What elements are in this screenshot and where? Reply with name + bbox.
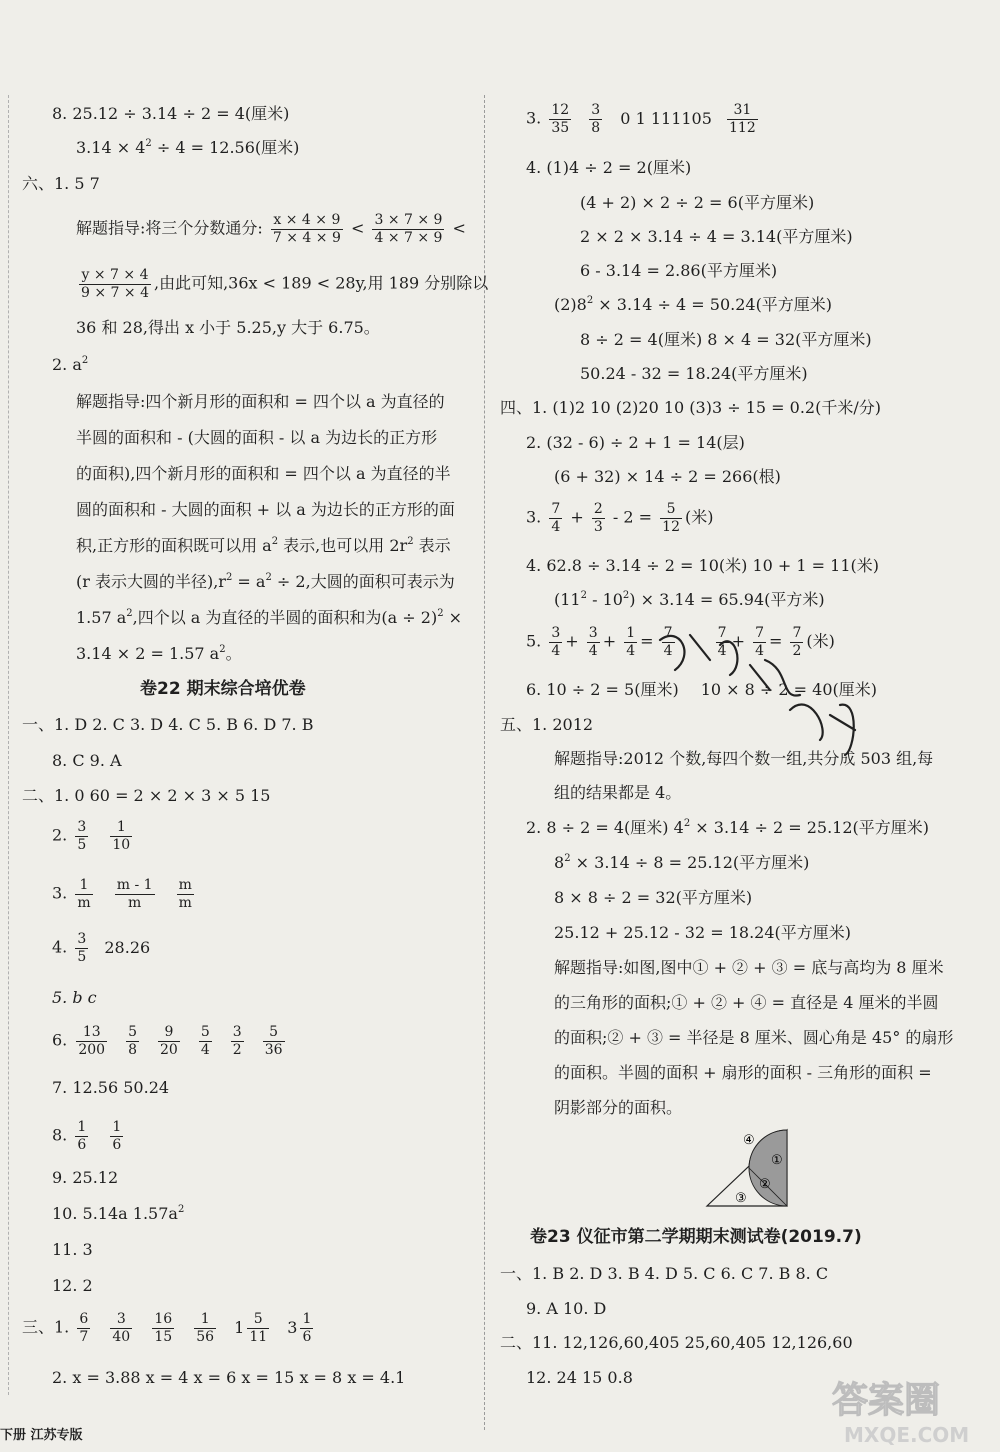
answer-line: 的面积),四个新月形的面积和 = 四个以 a 为直径的半 <box>76 464 451 483</box>
label-2: ② <box>759 1177 771 1192</box>
handwritten-scribble <box>650 620 870 760</box>
answer-line: 的三角形的面积;① + ② + ④ = 直径是 4 厘米的半圆 <box>554 993 939 1012</box>
fraction: $\frac{9}{20}$ <box>160 1024 178 1058</box>
answer-line: 25.12 + 25.12 - 32 = 18.24(平方厘米) <box>554 923 851 942</box>
geometry-figure <box>705 1128 795 1210</box>
watermark-logo <box>826 1368 996 1448</box>
semicircle-shape <box>749 1130 787 1206</box>
answer-line: (6 + 32) × 14 ÷ 2 = 266(根) <box>554 467 781 486</box>
answer-line: 解题指导:如图,图中① + ② + ③ = 底与高均为 8 厘米 <box>554 958 944 977</box>
answer-line: 50.24 - 32 = 18.24(平方厘米) <box>580 364 808 383</box>
answer-line: 5. b c <box>52 988 97 1007</box>
answer-line: 解题指导:将三个分数通分: $\frac{x \times 4 \times 9}{7 \times 4 \times 9}$ < $\frac{3 \times 7 \times 9}{4 \times 7 \times 9}$ < <box>76 212 466 246</box>
answer-line: 一、1. D 2. C 3. D 4. C 5. B 6. D 7. B <box>22 715 314 734</box>
fraction: $\frac{5}{36}$ <box>264 1024 283 1058</box>
fraction: $\frac{5}{8}$ <box>128 1024 138 1058</box>
answer-line: 阴影部分的面积。 <box>554 1098 683 1117</box>
answer-line: 二、11. 12,126,60,405 25,60,405 12,126,60 <box>500 1333 853 1352</box>
answer-line: 3. $\frac{12}{35}$ $\frac{3}{8}$ 0 1 111105 $\frac{31}{112}$ <box>526 102 756 136</box>
answer-line: 6. $\frac{13}{200}$ $\frac{5}{8}$ $\frac{9}{20}$ $\frac{5}{4}$ $\frac{3}{2}$ $\frac{5}{36}$ <box>52 1024 283 1058</box>
answer-line: 4. $\frac{3}{5}$ 28.26 <box>52 931 151 965</box>
answer-line: 3.14 × 2 = 1.57 $a^2$。 <box>76 644 242 663</box>
answer-line: 2. x = 3.88 x = 4 x = 6 x = 15 x = 8 x = 4.1 <box>52 1368 406 1387</box>
answer-line: 的面积。半圆的面积 + 扇形的面积 - 三角形的面积 = <box>554 1063 932 1082</box>
answer-line: 二、1. 0 60 = 2 × 2 × 3 × 5 15 <box>22 786 271 805</box>
answer-line: 12. 24 15 0.8 <box>526 1368 633 1387</box>
answer-line: 一、1. B 2. D 3. B 4. D 5. C 6. C 7. B 8. C <box>500 1264 829 1283</box>
answer-line: 12. 2 <box>52 1276 93 1295</box>
answer-line: $(11^2 - 10^2) \times 3.14 = 65.94$(平方米) <box>554 590 825 609</box>
answer-line: 3. $\frac{1}{m}$ $\frac{m - 1}{m}$ $\frac{m}{m}$ <box>52 877 192 911</box>
answer-line: 2. $\frac{3}{5}$ $\frac{1}{10}$ <box>52 819 131 853</box>
answer-line: (r 表示大圆的半径)$,r^2 = a^2 \div 2$,大圆的面积可表示为 <box>76 572 455 591</box>
answer-line: 的面积;② + ③ = 半径是 8 厘米、圆心角是 45° 的扇形 <box>554 1028 954 1047</box>
left-margin-line <box>8 95 10 1395</box>
answer-line: 2. (32 - 6) ÷ 2 + 1 = 14(层) <box>526 433 745 452</box>
answer-line: 8 × 8 ÷ 2 = 32(平方厘米) <box>554 888 753 907</box>
answer-line: 组的结果都是 4。 <box>554 783 682 802</box>
section-heading: 卷23 仪征市第二学期期末测试卷(2019.7) <box>530 1227 862 1247</box>
answer-line: 9. 25.12 <box>52 1168 119 1187</box>
answer-line: 4. 62.8 ÷ 3.14 ÷ 2 = 10(米) 10 + 1 = 11(米) <box>526 556 879 575</box>
answer-line: 圆的面积和 - 大圆的面积 + 以 a 为边长的正方形的面 <box>76 500 455 519</box>
fraction: $\frac{13}{200}$ <box>78 1024 106 1058</box>
answer-line: 2. 8 ÷ 2 = 4(厘米) $4^2 \times 3.14 \div 2 = 25.12$(平方厘米) <box>526 818 930 837</box>
answer-line: 7. 12.56 50.24 <box>52 1078 170 1097</box>
answer-line: $(2)8^2 \times 3.14 \div 4 = 50.24$(平方厘米) <box>554 295 833 314</box>
label-4: ④ <box>743 1133 755 1148</box>
fraction: $\frac{3}{2}$ <box>232 1024 242 1058</box>
label-3: ③ <box>735 1191 747 1206</box>
answer-line: 8. C 9. A <box>52 751 122 770</box>
answer-line: $8^2 \times 3.14 \div 8 = 25.12$(平方厘米) <box>554 853 810 872</box>
answer-line: $\frac{y \times 7 \times 4}{9 \times 7 \times 4}$ ,由此可知,36x < 189 < 28y,用 189 分别除以 <box>81 267 489 301</box>
label-1: ① <box>771 1153 783 1168</box>
footer-label: 下册 江苏专版 <box>0 1428 83 1443</box>
answer-line: 11. 3 <box>52 1240 93 1259</box>
answer-line: 解题指导:四个新月形的面积和 = 四个以 a 为直径的 <box>76 392 445 411</box>
answer-line: 五、1. 2012 <box>500 715 594 734</box>
fraction: $\frac{5}{4}$ <box>200 1024 210 1058</box>
answer-line: 4. (1)4 ÷ 2 = 2(厘米) <box>526 158 692 177</box>
answer-line: (4 + 2) × 2 ÷ 2 = 6(平方厘米) <box>580 193 815 212</box>
answer-line: 三、1. $\frac{6}{7}$ $\frac{3}{40}$ $\frac{16}{15}$ $\frac{1}{56}$ 1 $\frac{5}{11}$ 3 $\frac{1}{6}$ <box>22 1311 312 1345</box>
answer-line: 10. 5.14a $1.57a^2$ <box>52 1204 185 1223</box>
answer-line: 36 和 28,得出 x 小于 5.25,y 大于 6.75。 <box>76 318 380 337</box>
answer-line: 1.57 $a^2$,四个以 a 为直径的半圆的面积和为$(a \div 2)^2$ × <box>76 608 463 627</box>
answer-line: 六、1. 5 7 <box>22 174 100 193</box>
answer-line: 6 - 3.14 = 2.86(平方厘米) <box>580 261 778 280</box>
answer-line: 8. 25.12 ÷ 3.14 ÷ 2 = 4(厘米) <box>52 104 290 123</box>
answer-line: 2 × 2 × 3.14 ÷ 4 = 3.14(平方厘米) <box>580 227 853 246</box>
answer-line: 8. $\frac{1}{6}$ $\frac{1}{6}$ <box>52 1119 122 1153</box>
answer-line: 9. A 10. D <box>526 1299 607 1318</box>
svg-text:答案圈: 答案圈 <box>832 1380 941 1421</box>
answer-line: 5. $\frac{3}{4}$ + $\frac{3}{4}$ + $\frac{1}{4}$ = $\frac{7}{4}$ $\frac{7}{4}$ + $\frac{7}{4}$ = $\frac{7}{2}$ (米) <box>526 625 835 659</box>
answer-line: 解题指导:2012 个数,每四个数一组,共分成 503 组,每 <box>554 749 934 768</box>
answer-line: 3. $\frac{7}{4}$ + $\frac{2}{3}$ - 2 = $\frac{5}{12}$ (米) <box>526 501 714 535</box>
answer-line: 6. 10 ÷ 2 = 5(厘米) 10 × 8 ÷ 2 = 40(厘米) <box>526 680 878 699</box>
answer-line: 8 ÷ 2 = 4(厘米) 8 × 4 = 32(平方厘米) <box>580 330 872 349</box>
section-heading: 卷22 期末综合培优卷 <box>140 679 306 699</box>
answer-line: 积,正方形的面积既可以用 $a^2$ 表示,也可以用 $2r^2$ 表示 <box>76 536 451 555</box>
svg-text:MXQE.COM: MXQE.COM <box>844 1423 970 1447</box>
answer-line: 半圆的面积和 - (大圆的面积 - 以 a 为边长的正方形 <box>76 428 438 447</box>
answer-line: 2. $a^2$ <box>52 355 89 374</box>
answer-line: 四、1. (1)2 10 (2)20 10 (3)3 ÷ 15 = 0.2(千米/分) <box>500 398 881 417</box>
answer-line: $3.14 \times 4^2 \div 4 = 12.56$(厘米) <box>76 138 300 157</box>
